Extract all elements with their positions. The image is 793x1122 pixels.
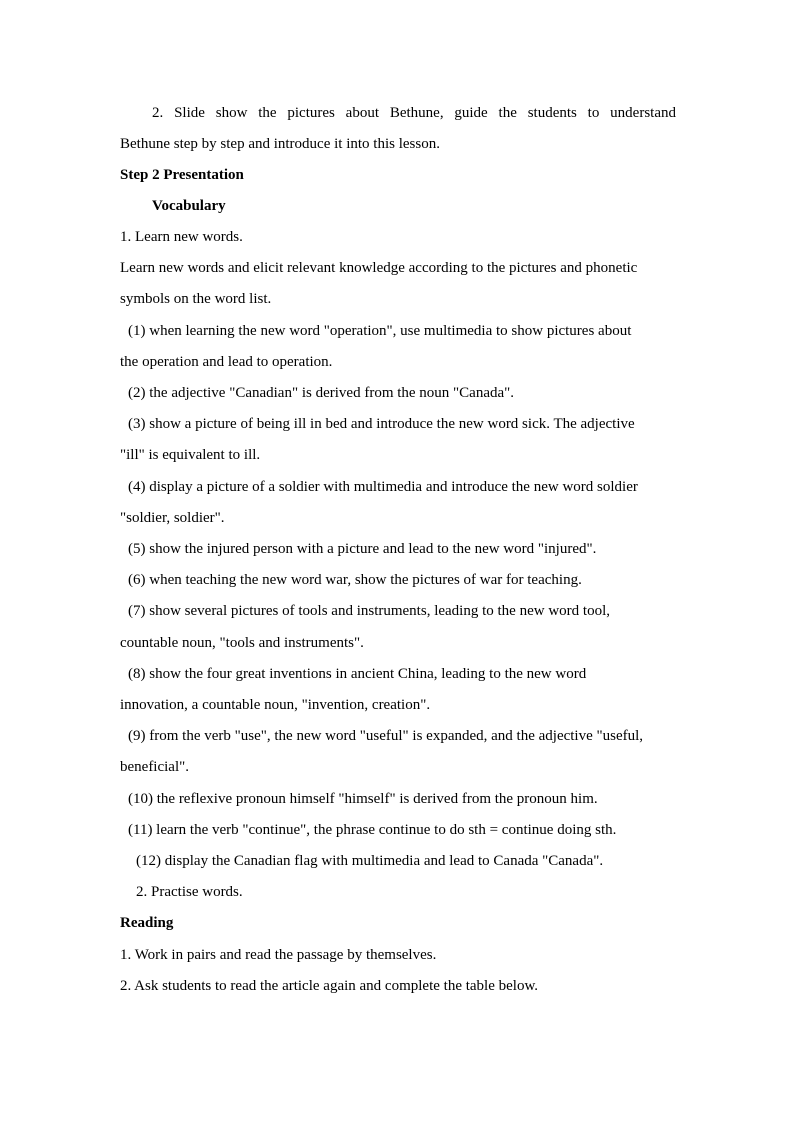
vocab-item-6: (6) when teaching the new word war, show the pictures of war for teaching. — [128, 572, 582, 588]
vocab-item-11: (11) learn the verb "continue", the phrase continue to do sth = continue doing sth. — [128, 822, 617, 838]
vocab-item-8-line-2: innovation, a countable noun, "invention, creation". — [120, 697, 431, 713]
vocab-item-7-line-1: (7) show several pictures of tools and instruments, leading to the new word tool, — [128, 603, 610, 619]
vocab-item-4-line-1: (4) display a picture of a soldier with multimedia and introduce the new word soldier — [128, 479, 638, 495]
vocab-item-9-line-1: (9) from the verb "use", the new word "useful" is expanded, and the adjective "useful, — [128, 728, 644, 744]
intro-step-2-line-2: Bethune step by step and introduce it into this lesson. — [120, 136, 440, 152]
reading-step-1: 1. Work in pairs and read the passage by themselves. — [120, 947, 437, 963]
vocab-item-3-line-2: "ill" is equivalent to ill. — [120, 447, 261, 463]
vocab-item-1-line-2: the operation and lead to operation. — [120, 354, 333, 370]
vocab-task-1-line-2: symbols on the word list. — [120, 291, 272, 307]
vocab-task-1-title: 1. Learn new words. — [120, 229, 243, 245]
vocab-task-1-line-1: Learn new words and elicit relevant knowledge according to the pictures and phonetic — [120, 260, 638, 276]
intro-step-2-line-1: 2. Slide show the pictures about Bethune, guide the students to understand — [152, 105, 676, 121]
vocab-item-1-line-1: (1) when learning the new word "operation", use multimedia to show pictures about — [128, 323, 632, 339]
section-heading-reading: Reading — [120, 915, 174, 931]
vocab-item-8-line-1: (8) show the four great inventions in ancient China, leading to the new word — [128, 666, 587, 682]
vocab-task-2: 2. Practise words. — [136, 884, 243, 900]
section-heading-presentation: Step 2 Presentation — [120, 167, 244, 183]
vocab-item-2: (2) the adjective "Canadian" is derived from the noun "Canada". — [128, 385, 515, 401]
vocab-item-10: (10) the reflexive pronoun himself "himself" is derived from the pronoun him. — [128, 791, 598, 807]
reading-step-2: 2. Ask students to read the article again and complete the table below. — [120, 978, 539, 994]
vocab-item-3-line-1: (3) show a picture of being ill in bed and introduce the new word sick. The adjective — [128, 416, 635, 432]
vocab-item-4-line-2: "soldier, soldier". — [120, 510, 225, 526]
subheading-vocabulary: Vocabulary — [152, 198, 226, 214]
vocab-item-9-line-2: beneficial". — [120, 759, 190, 775]
vocab-item-7-line-2: countable noun, "tools and instruments". — [120, 635, 364, 651]
vocab-item-5: (5) show the injured person with a picture and lead to the new word "injured". — [128, 541, 597, 557]
vocab-item-12: (12) display the Canadian flag with multimedia and lead to Canada "Canada". — [136, 853, 604, 869]
